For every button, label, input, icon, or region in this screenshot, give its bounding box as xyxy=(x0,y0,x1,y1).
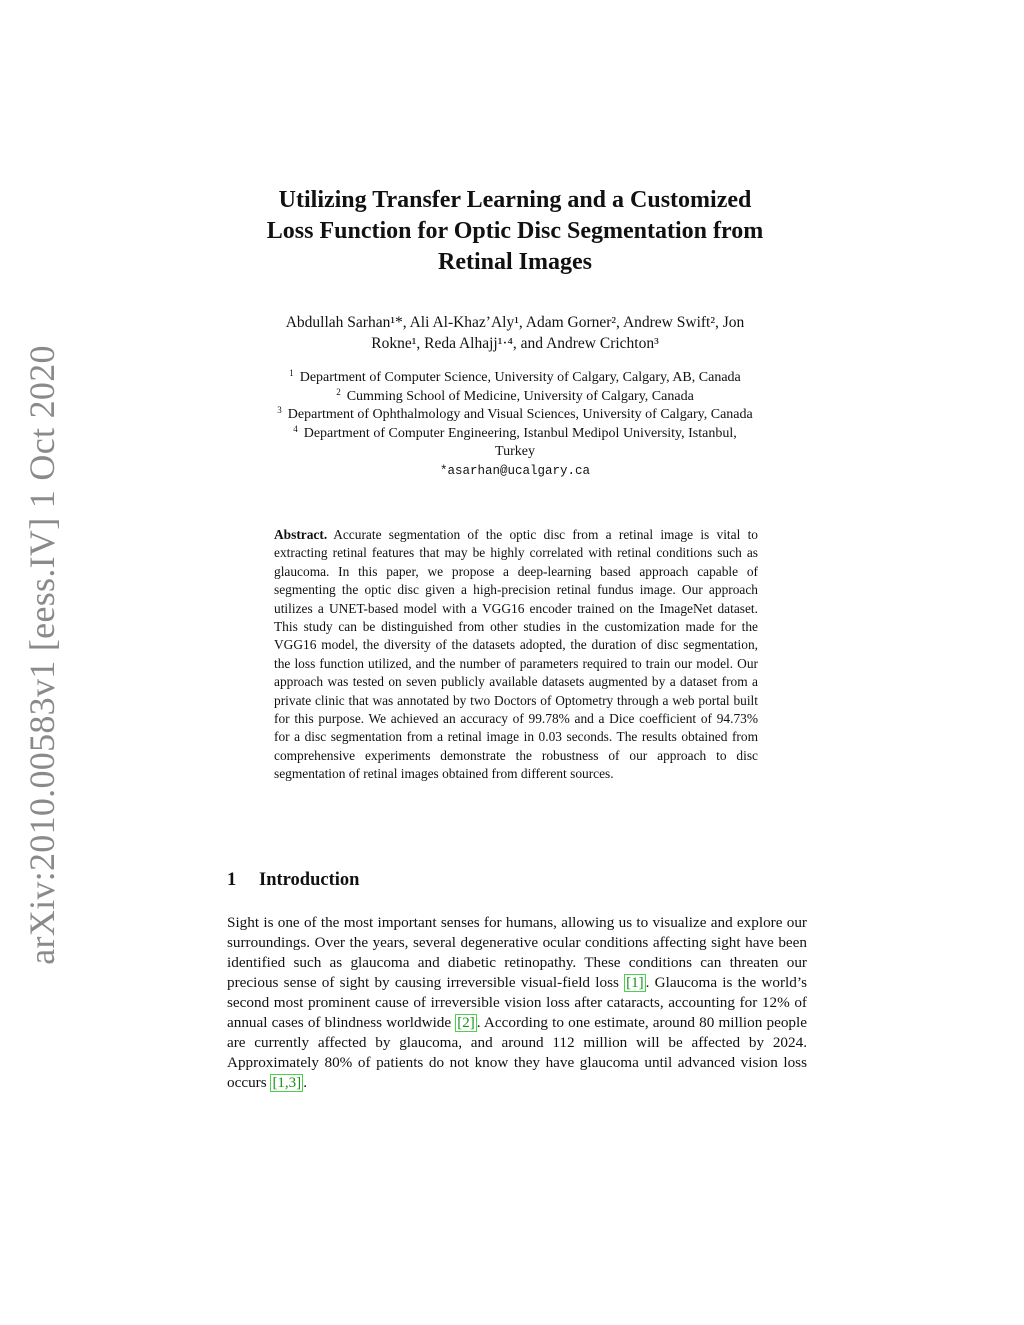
abstract-text: Accurate segmentation of the optic disc from a retinal image is vital to extracting retinal features that may be highly correlated with retinal conditions such as glaucoma. In this paper, we propose a deep-learning based approach capable of segmenting the optic disc given a high-precision retinal fundus image. Our approach utilizes a UNET-based model with a VGG16 encoder trained on the ImageNet dataset. This study can be distinguished from other studies in the customization made for the VGG16 model, the diversity of the datasets adopted, the duration of disc segmentation, the loss function utilized, and the number of parameters required to train our model. Our approach was tested on seven publicly available datasets augmented by a dataset from a private clinic that was annotated by two Doctors of Optometry through a web portal built for this purpose. We achieved an accuracy of 99.78% and a Dice coefficient of 94.73% for a disc segmentation from a retinal image in 0.03 seconds. The results obtained from comprehensive experiments demonstrate the robustness of our approach to disc segmentation of retinal images obtained from different sources. xyxy=(274,527,758,782)
title-line: Utilizing Transfer Learning and a Customized xyxy=(278,187,752,213)
intro-text: . According to one estimate, around 80 million people are currently affected by glaucoma, and around 112 million will be affected by 2024. Approximately 80% of patients do not know they have glaucoma until advanced vision loss occurs xyxy=(227,1014,807,1091)
affiliation-text: Cumming School of Medicine, University of Calgary, Canada xyxy=(346,388,694,404)
author-list xyxy=(215,312,815,354)
section-title: Introduction xyxy=(259,870,360,890)
affiliation-number: 2 xyxy=(336,386,341,397)
abstract xyxy=(274,526,758,784)
intro-text: . xyxy=(303,1074,307,1091)
title-line: Loss Function for Optic Disc Segmentation from xyxy=(266,218,764,244)
intro-text: Sight is one of the most important senses for humans, allowing us to visualize and explore our surroundings. Over the years, several degenerative ocular conditions affecting sight have been identified such as glaucoma and diabetic retinopathy. These conditions can threaten our precious sense of sight by causing irreversible visual-field loss xyxy=(227,914,807,991)
citation-link[interactable]: [2] xyxy=(457,1015,475,1031)
section-number: 1 xyxy=(227,870,237,890)
intro-text: . Glaucoma is the world’s second most prominent cause of irreversible vision loss after cataracts, accounting for 12% of annual cases of blindness worldwide xyxy=(227,974,807,1031)
affiliation-2 xyxy=(215,388,815,407)
corresponding-email[interactable]: *asarhan@ucalgary.ca xyxy=(439,463,591,478)
affiliation-1 xyxy=(215,369,815,388)
affiliation-4-continued: Turkey xyxy=(495,444,535,459)
author-line: Rokne¹, Reda Alhajj¹·⁴, and Andrew Crichton³ xyxy=(371,335,659,352)
author-line: Abdullah Sarhan¹*, Ali Al-Khaz’Aly¹, Adam Gorner², Andrew Swift², Jon xyxy=(285,314,745,331)
affiliation-number: 3 xyxy=(277,405,282,415)
affiliation-text: Department of Computer Engineering, Istanbul Medipol University, Istanbul, xyxy=(303,425,737,441)
abstract-label: Abstract. xyxy=(274,527,328,542)
affiliation-3 xyxy=(215,406,815,425)
affiliation-number: 1 xyxy=(289,368,294,378)
section-heading xyxy=(227,870,359,891)
citation-link[interactable]: [1,3] xyxy=(272,1075,302,1091)
affiliation-number: 4 xyxy=(293,423,298,434)
introduction-paragraph xyxy=(227,913,807,1093)
citation-link[interactable]: [1] xyxy=(626,975,644,991)
arxiv-identifier: arXiv:2010.00583v1 [eess.IV] 1 Oct 2020 xyxy=(22,345,62,965)
paper-title xyxy=(215,185,815,278)
affiliation-text: Department of Computer Science, University of Calgary, Calgary, AB, Canada xyxy=(299,370,741,385)
title-line: Retinal Images xyxy=(438,249,592,275)
affiliation-4 xyxy=(215,425,815,444)
affiliation-list xyxy=(215,369,815,480)
affiliation-text: Department of Ophthalmology and Visual Sciences, University of Calgary, Canada xyxy=(287,407,753,422)
